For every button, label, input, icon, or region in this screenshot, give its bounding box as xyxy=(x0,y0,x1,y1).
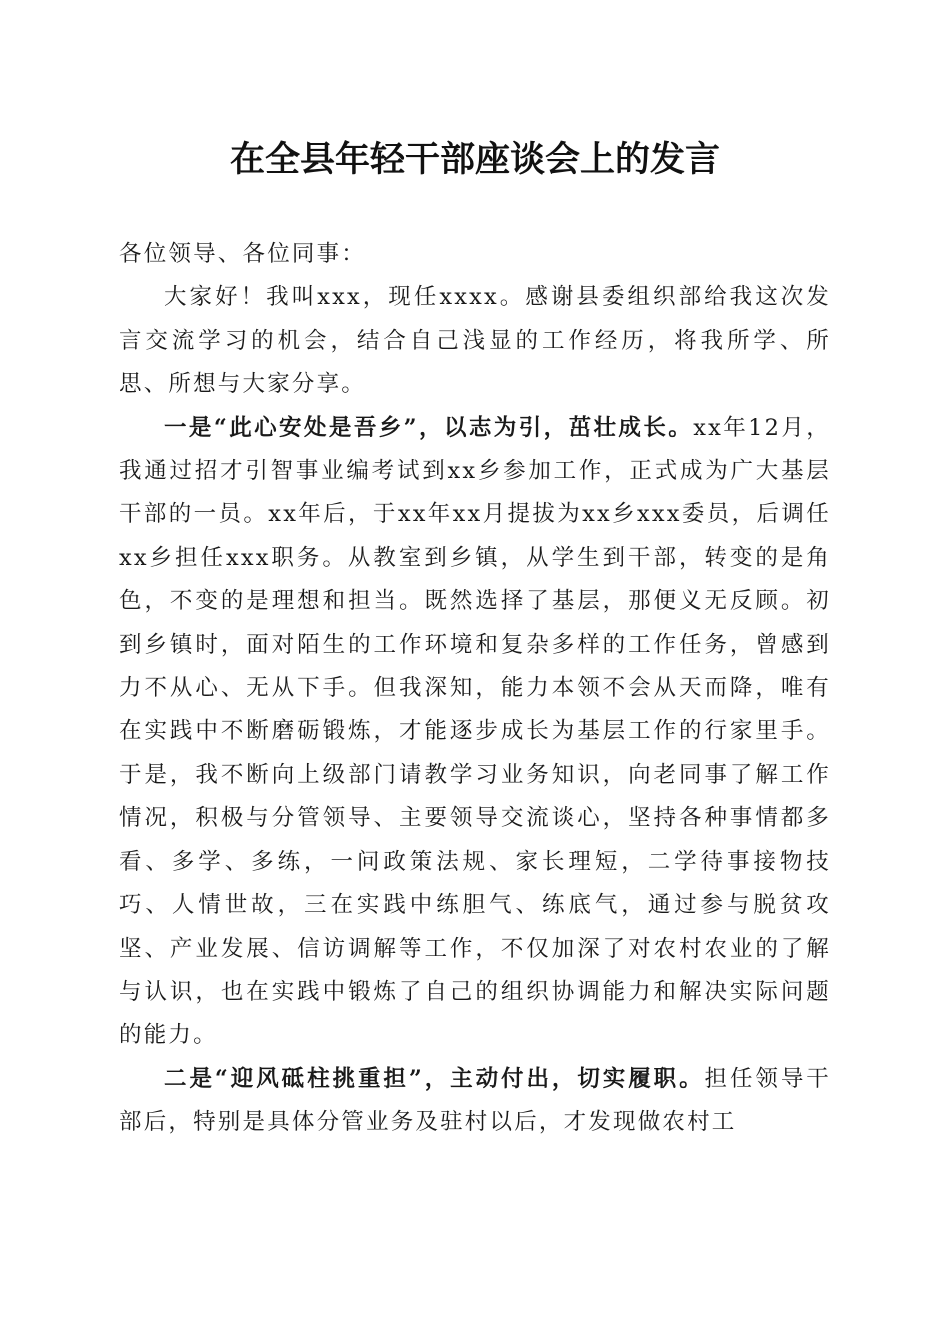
section-heading-1: 一是“此心安处是吾乡”，以志为引，茁壮成长。 xyxy=(164,414,694,441)
document-title: 在全县年轻干部座谈会上的发言 xyxy=(229,139,720,180)
section-paragraph-1 xyxy=(119,407,831,1058)
salutation: 各位领导、各位同事： xyxy=(119,241,367,267)
section-paragraph-2 xyxy=(119,1058,831,1145)
section-text-1: xx年12月，我通过招才引智事业编考试到xx乡参加工作，正式成为广大基层干部的一员。xx年后，于xx年xx月提拔为xx乡xxx委员，后调任xx乡担任xxx职务。从教室到乡镇，从学生到干部，转变的是角色，不变的是理想和担当。既然选择了基层，那便义无反顾。初到乡镇时，面对陌生的工作环境和复杂多样的工作任务，曾感到力不从心、无从下手。但我深知，能力本领不会从天而降，唯有在实践中不断磨砺锻炼，才能逐步成长为基层工作的行家里手。于是，我不断向上级部门请教学习业务知识，向老同事了解工作情况，积极与分管领导、主要领导交流谈心，坚持各种事情都多看、多学、多练，一问政策法规、家长理短，二学待事接物技巧、人情世故，三在实践中练胆气、练底气，通过参与脱贫攻坚、产业发展、信访调解等工作，不仅加深了对农村农业的了解与认识，也在实践中锻炼了自己的组织协调能力和解决实际问题的能力。 xyxy=(119,414,831,1049)
section-text-2: 担任领导干部后，特别是具体分管业务及驻村以后，才发现做农村工 xyxy=(119,1065,831,1136)
document-body xyxy=(119,233,831,1145)
intro-paragraph: 大家好！我叫xxx，现任xxxx。感谢县委组织部给我这次发言交流学习的机会，结合自己浅显的工作经历，将我所学、所思、所想与大家分享。 xyxy=(119,284,831,398)
section-heading-2: 二是“迎风砥柱挑重担”，主动付出，切实履职。 xyxy=(164,1065,705,1092)
